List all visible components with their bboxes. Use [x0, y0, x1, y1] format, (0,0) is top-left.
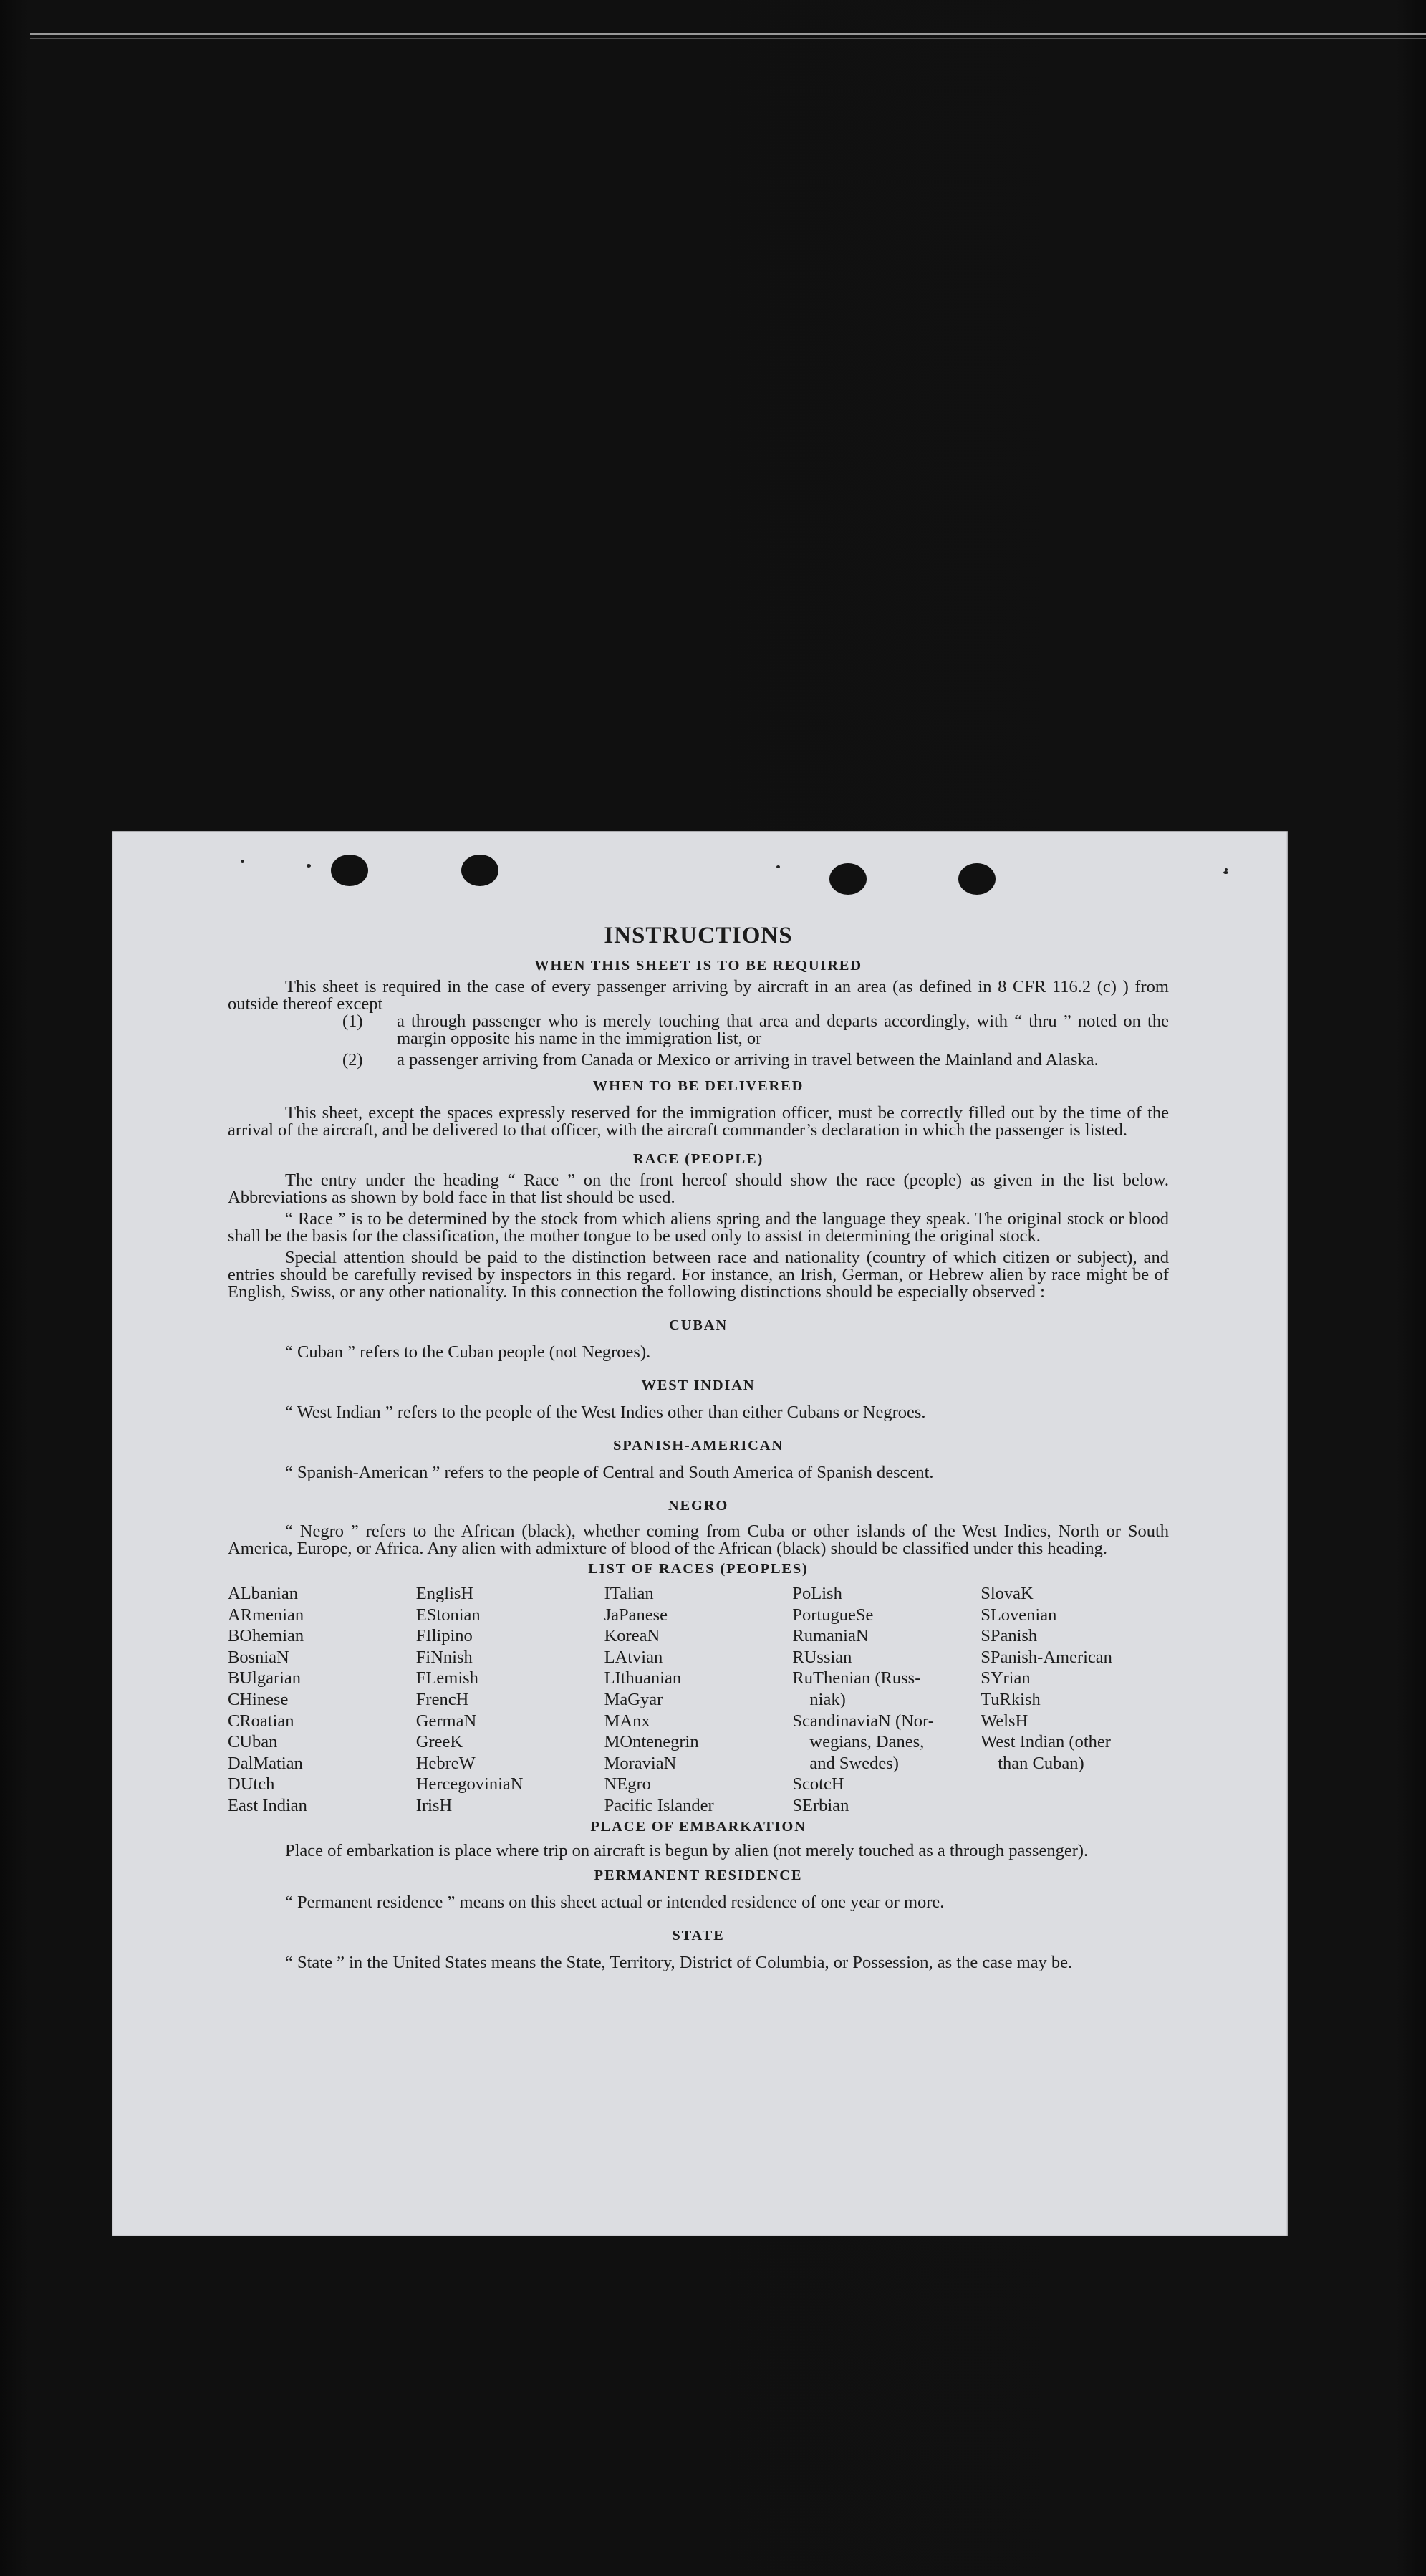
race-entry: EnglisH	[415, 1584, 474, 1603]
scan-top-edge	[30, 33, 1426, 35]
race-entry: DUtch	[228, 1774, 275, 1794]
race-entry: MOntenegrin	[604, 1732, 699, 1752]
section-heading: WHEN THIS SHEET IS TO BE REQUIRED	[534, 958, 862, 974]
section-heading: WHEN TO BE DELIVERED	[592, 1078, 804, 1094]
race-entry: MAnx	[604, 1711, 650, 1731]
paragraph: Place of embarkation is place where trip on aircraft is begun by alien (not merely touched as a through passenger).	[285, 1840, 1089, 1860]
paragraph: “ Negro ” refers to the African (black), whether coming from Cuba or other islands of the West Indies, North or South America, Europe, or Africa. Any alien with admixture of blood of the African (black) should be classified under this heading.	[228, 1522, 1169, 1558]
paragraph: The entry under the heading “ Race ” on the front hereof should show the race (people) as given in the list below. Abbreviations as shown by bold face in that list should be used.	[228, 1171, 1169, 1207]
item-text: a passenger arriving from Canada or Mexico or arriving in travel between the Mainland and Alaska.	[397, 1050, 1099, 1070]
race-column	[792, 1583, 981, 1817]
race-entry: NEgro	[604, 1774, 651, 1794]
race-column	[981, 1583, 1169, 1817]
race-entry: SLovenian	[981, 1605, 1057, 1625]
race-entry: West Indian (other	[981, 1732, 1111, 1752]
paragraph: “ Race ” is to be determined by the stock from which aliens spring and the language they speak. The original stock or blood shall be the basis for the classification, the mother tongue to be used only to assist in determining the original stock.	[228, 1209, 1169, 1246]
paragraph: “ State ” in the United States means the State, Territory, District of Columbia, or Possession, as the case may be.	[285, 1952, 1073, 1972]
race-entry: HebreW	[415, 1753, 476, 1773]
race-entry: CRoatian	[228, 1711, 294, 1731]
section-heading: PLACE OF EMBARKATION	[590, 1818, 806, 1835]
race-entry: IrisH	[415, 1795, 453, 1815]
race-entry: SlovaK	[981, 1584, 1034, 1603]
race-entry: Pacific Islander	[604, 1795, 714, 1815]
punch-hole	[958, 863, 996, 895]
race-entry: TuRkish	[981, 1689, 1041, 1709]
race-entry: KoreaN	[604, 1626, 660, 1646]
paragraph: This sheet, except the spaces expressly reserved for the immigration officer, must be correctly filled out by the time of the arrival of the aircraft, and be delivered to that officer, with the aircraft commander’s declaration in which the passenger is listed.	[228, 1103, 1169, 1140]
race-entry: ARmenian	[228, 1605, 304, 1625]
paper-speck	[776, 865, 780, 868]
race-entry: JaPanese	[604, 1605, 668, 1625]
race-entry: niak)	[809, 1689, 846, 1709]
race-entry: FrencH	[415, 1689, 469, 1709]
section-heading: LIST OF RACES (PEOPLES)	[588, 1561, 809, 1577]
race-entry: GreeK	[415, 1732, 463, 1752]
race-entry: CUban	[228, 1732, 278, 1752]
race-entry: RuThenian (Russ-	[792, 1668, 921, 1688]
list-item	[228, 1013, 1169, 1047]
race-entry: MaGyar	[604, 1689, 663, 1709]
race-entry: SErbian	[792, 1795, 849, 1815]
race-entry: BUlgarian	[228, 1668, 302, 1688]
race-column	[604, 1583, 793, 1817]
page-title: INSTRUCTIONS	[604, 923, 793, 948]
race-entry: BOhemian	[228, 1626, 304, 1646]
race-entry: CHinese	[228, 1689, 289, 1709]
section-heading: SPANISH-AMERICAN	[613, 1438, 784, 1453]
race-entry: PortugueSe	[792, 1605, 874, 1625]
race-entry: ScotcH	[792, 1774, 844, 1794]
race-entry: SPanish-American	[981, 1647, 1112, 1667]
race-entry: LIthuanian	[604, 1668, 682, 1688]
paragraph: Special attention should be paid to the distinction between race and nationality (country of which citizen or subject), and entries should be carefully revised by inspectors in this regard. For instance, an Irish, German, or Hebrew alien by race might be of English, Swiss, or any other nationality. In this connection the following distinctions should be especially observed :	[228, 1248, 1169, 1302]
race-entry: LAtvian	[604, 1647, 663, 1667]
race-entry: GermaN	[415, 1711, 477, 1731]
race-entry: HercegoviniaN	[415, 1774, 524, 1794]
paragraph: “ Cuban ” refers to the Cuban people (not Negroes).	[285, 1342, 651, 1362]
paragraph: This sheet is required in the case of every passenger arriving by aircraft in an area (as defined in 8 CFR 116.2 (c) ) from outside thereof except	[228, 977, 1169, 1014]
race-entry: FiNnish	[415, 1647, 473, 1667]
item-text: a through passenger who is merely touching that area and departs accordingly, with “ thru ” noted on the margin opposite his name in the immigration list, or	[397, 1011, 1169, 1048]
section-heading: PERMANENT RESIDENCE	[594, 1867, 803, 1883]
paper-speck	[307, 864, 311, 868]
race-entry: EStonian	[415, 1605, 481, 1625]
section-heading: CUBAN	[669, 1317, 728, 1333]
race-entry: SPanish	[981, 1626, 1038, 1646]
race-entry: than Cuban)	[998, 1753, 1084, 1773]
section-heading: NEGRO	[668, 1498, 729, 1514]
instruction-sheet	[112, 831, 1288, 2236]
race-entry: and Swedes)	[809, 1753, 899, 1773]
scan-top-edge-shadow	[30, 38, 1426, 39]
race-entry: WelsH	[981, 1711, 1028, 1731]
race-list-table	[228, 1583, 1169, 1817]
race-entry: RUssian	[792, 1647, 852, 1667]
race-entry: ITalian	[604, 1584, 654, 1603]
section-heading: WEST INDIAN	[641, 1378, 756, 1393]
race-entry: BosniaN	[228, 1647, 289, 1667]
paragraph: “ Spanish-American ” refers to the people of Central and South America of Spanish descent.	[285, 1463, 934, 1482]
race-entry: PoLish	[792, 1584, 842, 1603]
section-heading: RACE (PEOPLE)	[632, 1151, 764, 1167]
race-entry: wegians, Danes,	[809, 1732, 925, 1752]
paper-speck	[241, 860, 244, 863]
race-entry: FLemish	[415, 1668, 478, 1688]
instructions-text	[228, 923, 1169, 1971]
paragraph: “ West Indian ” refers to the people of the West Indies other than either Cubans or Negroes.	[285, 1403, 926, 1422]
section-heading: STATE	[672, 1927, 725, 1943]
paragraph: “ Permanent residence ” means on this sheet actual or intended residence of one year or more.	[285, 1892, 945, 1912]
list-item	[228, 1052, 1169, 1069]
punch-hole	[331, 855, 368, 886]
race-entry: SYrian	[981, 1668, 1031, 1688]
paper-speck	[1223, 871, 1228, 874]
item-number: (2)	[342, 1050, 363, 1070]
race-entry: ALbanian	[228, 1584, 298, 1603]
race-entry: RumaniaN	[792, 1626, 869, 1646]
race-entry: MoraviaN	[604, 1753, 677, 1773]
race-entry: East Indian	[228, 1795, 307, 1815]
race-entry: DalMatian	[228, 1753, 303, 1773]
item-number: (1)	[342, 1011, 363, 1031]
race-entry: FIlipino	[415, 1626, 473, 1646]
race-entry: ScandinaviaN (Nor-	[792, 1711, 934, 1731]
race-column	[228, 1583, 416, 1817]
race-column	[416, 1583, 604, 1817]
punch-hole	[461, 855, 498, 886]
punch-hole	[829, 863, 867, 895]
